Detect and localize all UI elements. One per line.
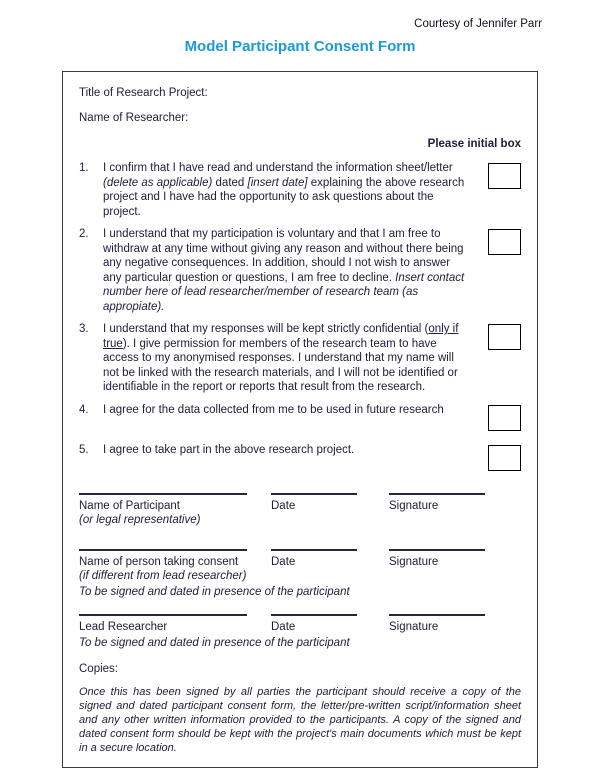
item-text-segment: I understand that my responses will be kept strictly confidential ( <box>103 323 429 336</box>
initial-box-column <box>481 161 521 219</box>
item-text-segment: explaining the above research project and I have had the opportunity to ask questions about the project. <box>103 176 465 218</box>
lead-researcher-name-cell <box>79 614 271 634</box>
initial-box-2[interactable] <box>488 229 521 255</box>
initial-box-1[interactable] <box>488 163 521 189</box>
participant-name-label: Name of Participant <box>79 499 180 512</box>
initial-box-header: Please initial box <box>427 137 521 150</box>
initial-box-5[interactable] <box>488 445 521 471</box>
lead-researcher-name-line[interactable] <box>79 614 247 616</box>
participant-signature-cell <box>389 493 521 528</box>
item-text-segment: [insert date] <box>247 176 308 189</box>
consent-taker-signature-line[interactable] <box>389 549 485 551</box>
consent-item-2 <box>79 227 521 314</box>
participant-date-label: Date <box>271 499 296 512</box>
lead-researcher-date-cell <box>271 614 389 634</box>
item-text-segment: ). I give permission for members of the research team to have access to my anonymised responses. I understand that my name will not be linked with the research materials, and I will not be identified or identifiable in the report or reports that result from the research. <box>103 337 458 394</box>
initial-box-3[interactable] <box>488 324 521 350</box>
initial-box-column <box>481 227 521 314</box>
consent-taker-name-cell <box>79 549 271 584</box>
lead-researcher-signature-line[interactable] <box>389 614 485 616</box>
item-number: 4. <box>79 403 89 416</box>
courtesy-line: Courtesy of Jennifer Parr <box>414 18 542 30</box>
item-text-segment: I agree for the data collected from me to be used in future research <box>103 403 444 416</box>
item-text <box>103 443 481 471</box>
consent-taker-signature-cell <box>389 549 521 584</box>
lead-researcher-signature-label: Signature <box>389 621 439 634</box>
item-number: 1. <box>79 162 89 175</box>
participant-signature-label: Signature <box>389 499 439 512</box>
lead-researcher-name-label: Lead Researcher <box>79 621 168 634</box>
item-text-segment: I understand that my participation is voluntary and that I am free to withdraw at any time without giving any reason and without there being any negative consequences. In addition, should I not wish to answer any particular question or questions, I am free to decline. <box>103 228 464 284</box>
footer-note: Once this has been signed by all parties the participant should receive a copy of the signed and dated participant consent form, the letter/pre-written script/information sheet and any other written information provided to the participants. A copy of the signed and dated consent form should be kept with the project's main documents which must be kept in a secure location. <box>79 685 521 754</box>
name-of-researcher-label: Name of Researcher: <box>79 112 189 125</box>
item-text-segment: dated <box>212 176 248 189</box>
copies-label: Copies: <box>79 663 118 676</box>
lead-researcher-date-label: Date <box>271 621 296 634</box>
participant-date-cell <box>271 493 389 528</box>
signature-section <box>79 493 521 650</box>
lead-researcher-date-line[interactable] <box>271 614 357 616</box>
lead-researcher-note: To be signed and dated in presence of the participant <box>79 636 350 649</box>
item-text <box>103 322 481 394</box>
initial-box-column <box>481 403 521 431</box>
initial-box-column <box>481 443 521 471</box>
title-of-research-label: Title of Research Project: <box>79 87 208 99</box>
item-text <box>103 403 481 431</box>
item-text-segment: I agree to take part in the above research project. <box>103 443 355 456</box>
signature-row-consent-taker <box>79 549 521 599</box>
consent-item-4 <box>79 403 521 431</box>
consent-taker-date-label: Date <box>271 555 296 568</box>
item-text-segment: Insert contact number here of lead researcher/member of research team (as appropiate). <box>103 271 465 313</box>
item-text <box>103 227 481 314</box>
item-text-segment: I confirm that I have read and understand the information sheet/letter <box>103 162 453 175</box>
lead-researcher-signature-cell <box>389 614 521 634</box>
consent-taker-name-line[interactable] <box>79 549 247 551</box>
signature-row-participant <box>79 493 521 528</box>
item-text <box>103 161 481 219</box>
consent-item-5 <box>79 443 521 471</box>
item-text-segment: (delete as applicable) <box>103 176 213 189</box>
consent-taker-note: To be signed and dated in presence of the participant <box>79 585 350 598</box>
item-text-segment: only if true <box>103 323 459 350</box>
consent-taker-date-cell <box>271 549 389 584</box>
consent-form-container <box>62 71 538 768</box>
participant-signature-line[interactable] <box>389 493 485 495</box>
consent-item-3 <box>79 322 521 394</box>
item-number: 2. <box>79 228 89 241</box>
consent-taker-name-sub: (if different from lead researcher) <box>79 570 247 583</box>
item-number: 3. <box>79 323 89 336</box>
consent-taker-signature-label: Signature <box>389 555 439 568</box>
participant-name-line[interactable] <box>79 493 247 495</box>
item-number: 5. <box>79 443 89 456</box>
consent-item-1 <box>79 161 521 219</box>
initial-box-4[interactable] <box>488 405 521 431</box>
participant-name-sub: (or legal representative) <box>79 514 201 527</box>
participant-name-cell <box>79 493 271 528</box>
consent-taker-name-label: Name of person taking consent <box>79 555 239 568</box>
consent-taker-date-line[interactable] <box>271 549 357 551</box>
page-title: Model Participant Consent Form <box>184 38 416 55</box>
initial-box-column <box>481 322 521 394</box>
signature-row-lead-researcher <box>79 614 521 650</box>
participant-date-line[interactable] <box>271 493 357 495</box>
